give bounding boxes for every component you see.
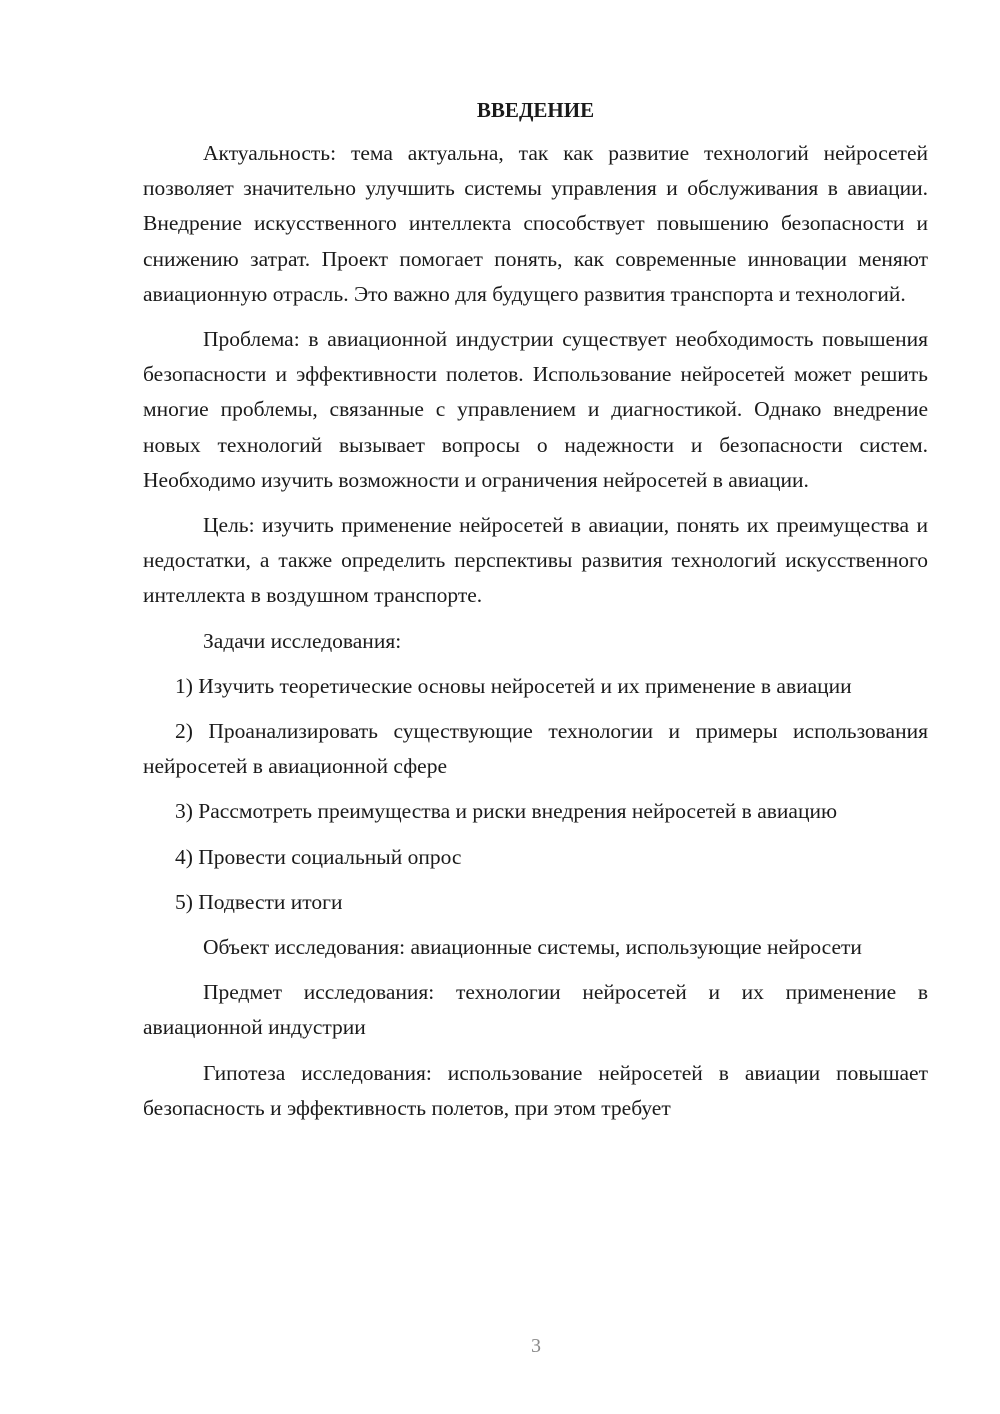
subject-paragraph: Предмет исследования: технологии нейросетей и их применение в авиационной индустрии [143,980,928,1040]
task-item: 4) Провести социальный опрос [175,844,462,869]
section-heading: ВВЕДЕНИЕ [476,98,595,122]
task-item: 2) Проанализировать существующие технологии и примеры использования нейросетей в авиационной сфере [143,719,928,779]
task-item: 1) Изучить теоретические основы нейросетей и их применение в авиации [175,673,852,698]
page-number: 3 [531,1335,541,1357]
goal-paragraph: Цель: изучить применение нейросетей в авиации, понять их преимущества и недостатки, а также определить перспективы развития технологий искусственного интеллекта в воздушном транспорте. [143,513,928,608]
page-content [143,98,928,1136]
object-paragraph: Объект исследования: авиационные системы, использующие нейросети [203,935,862,960]
relevance-paragraph: Актуальность: тема актуальна, так как развитие технологий нейросетей позволяет значительно улучшить системы управления и обслуживания в авиации. Внедрение искусственного интеллекта способствует повышению безопасности и снижению затрат. Проект помогает понять, как современные инновации меняют авиационную отрасль. Это важно для будущего развития транспорта и технологий. [143,141,928,306]
task-item: 5) Подвести итоги [175,889,343,914]
task-item: 3) Рассмотреть преимущества и риски внедрения нейросетей в авиацию [175,799,838,824]
tasks-intro: Задачи исследования: [203,628,402,653]
problem-paragraph: Проблема: в авиационной индустрии существует необходимость повышения безопасности и эффективности полетов. Использование нейросетей может решить многие проблемы, связанные с управлением и диагностикой. Однако внедрение новых технологий вызывает вопросы о надежности и безопасности систем. Необходимо изучить возможности и ограничения нейросетей в авиации. [143,327,928,492]
hypothesis-paragraph: Гипотеза исследования: использование нейросетей в авиации повышает безопасность и эффективность полетов, при этом требует [143,1060,928,1120]
